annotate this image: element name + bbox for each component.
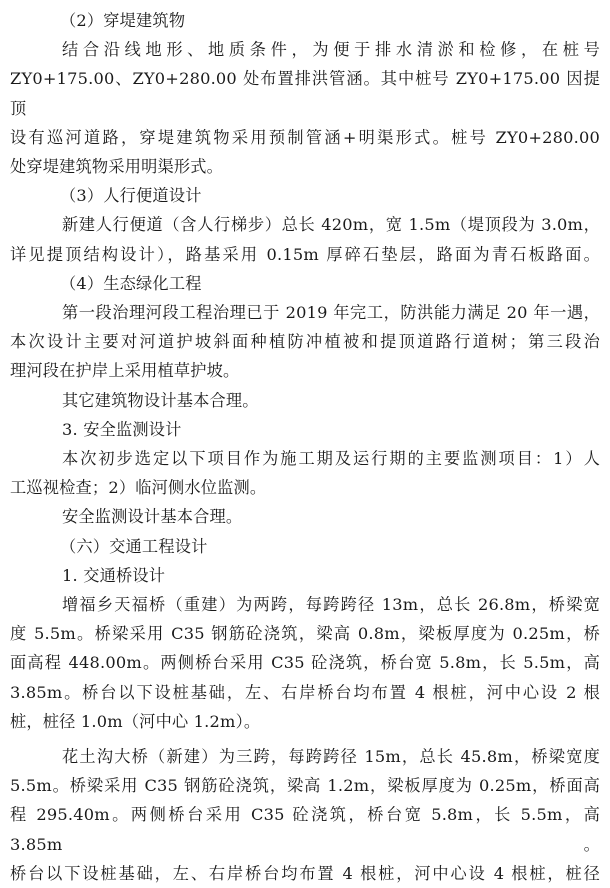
paragraph-line: 度 5.5m。桥梁采用 C35 钢筋砼浇筑，梁高 0.8m，梁板厚度为 0.25m，桥	[10, 624, 600, 644]
safety-monitoring-note: 安全监测设计基本合理。	[62, 507, 243, 527]
paragraph-line: 第一段治理河段工程治理已于 2019 年完工，防洪能力满足 20 年一遇，	[62, 303, 600, 323]
paragraph-line: 理河段在护岸上采用植草护坡。	[10, 361, 240, 381]
other-structures-note: 其它建筑物设计基本合理。	[62, 390, 259, 410]
section-heading-crossing-structures: （2）穿堤建筑物	[60, 11, 186, 30]
paragraph-line: 结合沿线地形、地质条件，为便于排水清淤和检修，在桩号	[62, 40, 600, 60]
section-heading-safety-monitoring: 3. 安全监测设计	[62, 419, 182, 439]
paragraph-line: 桥台以下设桩基础，左、右岸桥台均布置 4 根桩，河中心设 4 根桩，桩径	[10, 863, 600, 883]
paragraph-line: 程 295.40m。两侧桥台采用 C35 砼浇筑，桥台宽 5.8m，长 5.5m，高 3.85m。	[10, 805, 600, 854]
paragraph-line: 桩，桩径 1.0m（河中心 1.2m）。	[10, 711, 261, 731]
paragraph-line: 详见提顶结构设计），路基采用 0.15m 厚碎石垫层，路面为青石板路面。	[10, 244, 600, 264]
paragraph-line: 花土沟大桥（新建）为三跨，每跨跨径 15m，总长 45.8m，桥梁宽度	[62, 747, 600, 767]
section-heading-footpath-design: （3）人行便道设计	[60, 186, 202, 206]
section-heading-greening: （4）生态绿化工程	[60, 273, 202, 293]
section-heading-bridge-design: 1. 交通桥设计	[62, 565, 166, 585]
paragraph-line: 5.5m。桥梁采用 C35 钢筋砼浇筑，梁高 1.2m，梁板厚度为 0.25m，桥面高	[10, 776, 600, 796]
paragraph-line: 本次设计主要对河道护坡斜面种植防冲植被和提顶道路行道树；第三段治	[10, 332, 600, 352]
paragraph-line: 工巡视检查；2）临河侧水位监测。	[10, 478, 267, 498]
paragraph-line: 3.85m。桥台以下设桩基础，左、右岸桥台均布置 4 根桩，河中心设 2 根	[10, 682, 600, 702]
paragraph-line: ZY0+175.00、ZY0+280.00 处布置排洪管涵。其中桩号 ZY0+175.00 因提顶	[10, 69, 600, 118]
paragraph-line: 面高程 448.00m。两侧桥台采用 C35 砼浇筑，桥台宽 5.8m，长 5.5m，高	[10, 653, 600, 673]
paragraph-line: 新建人行便道（含人行梯步）总长 420m，宽 1.5m（堤顶段为 3.0m，	[62, 215, 600, 235]
section-heading-traffic-engineering: （六）交通工程设计	[60, 536, 208, 556]
paragraph-line: 设有巡河道路，穿堤建筑物采用预制管涵+明渠形式。桩号 ZY0+280.00	[10, 127, 600, 147]
paragraph-line: 处穿堤建筑物采用明渠形式。	[10, 157, 224, 177]
paragraph-line: 增福乡天福桥（重建）为两跨，每跨跨径 13m，总长 26.8m，桥梁宽	[62, 595, 600, 615]
paragraph-line: 本次初步选定以下项目作为施工期及运行期的主要监测项目：1）人	[62, 449, 600, 469]
